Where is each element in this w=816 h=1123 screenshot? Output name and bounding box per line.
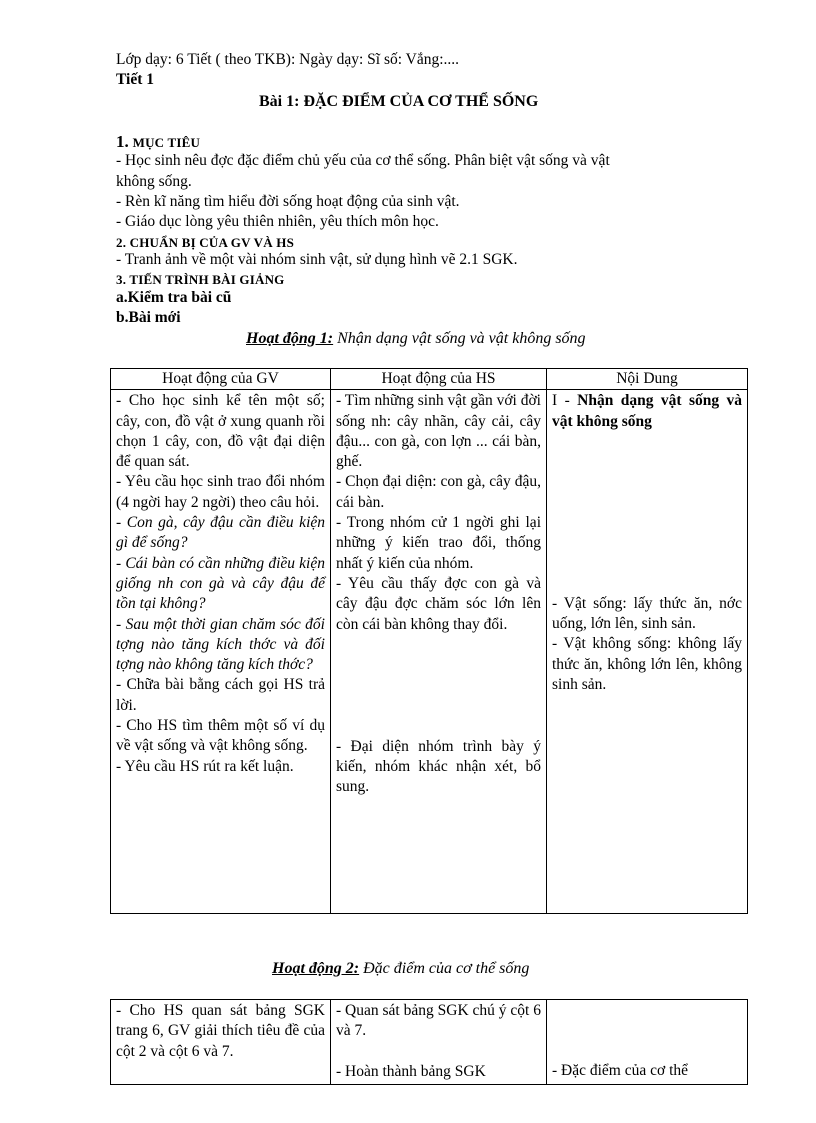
activity-1-header-row <box>111 369 748 390</box>
hs-item: - Yêu cầu thấy đợc con gà và cây đậu đợc chăm sóc lớn lên còn cái bàn không thay đổi. <box>336 574 541 633</box>
activity-2-content-cell <box>547 1000 748 1085</box>
objective-line-2: không sống. <box>116 173 192 190</box>
teacher-activities-cell <box>111 390 331 914</box>
content-heading <box>552 391 742 432</box>
content-cell <box>547 390 748 914</box>
objective-line-4: - Giáo dục lòng yêu thiên nhiên, yêu thích môn học. <box>116 213 439 230</box>
section-1-heading <box>116 132 200 153</box>
hs-item: - Tìm những sinh vật gần với đời sống nh: cây nhãn, cây cải, cây đậu... con gà, con lợn ... cái bàn, ghế. <box>336 392 541 471</box>
hs-item: - Chọn đại diện: con gà, cây đậu, cái bàn. <box>336 473 541 511</box>
content-item: - Đặc điểm của cơ thể <box>552 1062 689 1079</box>
period-label: Tiết 1 <box>116 71 155 88</box>
gv-item: - Chữa bài bằng cách gọi HS trả lời. <box>116 676 325 714</box>
activity-1-label: Hoạt động 1: <box>246 330 334 347</box>
activity-2-heading <box>272 959 529 979</box>
gv-item: - Cho HS quan sát bảng SGK trang 6, GV giải thích tiêu đề của cột 2 và cột 6 và 7. <box>116 1002 325 1060</box>
header-student: Hoạt động của HS <box>331 369 547 390</box>
activity-2-label: Hoạt động 2: <box>272 960 360 977</box>
gv-question: - Sau một thời gian chăm sóc đối tợng nào tăng kích thớc và đối tợng nào không tăng kích thớc? <box>116 615 325 674</box>
section-1-title: MỤC TIÊU <box>132 135 201 150</box>
activity-2-table <box>110 999 748 1085</box>
content-prefix: I - <box>552 392 578 410</box>
content-item: - Vật sống: lấy thức ăn, nớc uống, lớn lên, sinh sản. <box>552 594 742 633</box>
hs-item: - Quan sát bảng SGK chú ý cột 6 và 7. <box>336 1002 541 1040</box>
activity-1-body-row <box>111 390 748 914</box>
preparation-line: - Tranh ảnh về một vài nhóm sinh vật, sử dụng hình vẽ 2.1 SGK. <box>116 251 518 268</box>
section-1-number: 1. <box>116 132 129 151</box>
activity-2-student-cell <box>331 1000 547 1085</box>
spacer <box>552 1001 742 1061</box>
activity-1-title: Nhận dạng vật sống và vật không sống <box>333 330 586 347</box>
gv-item: - Cho học sinh kể tên một số; cây, con, đồ vật ở xung quanh rồi chọn 1 cây, con, đồ vật đại diện để quan sát. <box>116 392 325 471</box>
section-3b-heading: b.Bài mới <box>116 309 181 326</box>
header-teacher: Hoạt động của GV <box>111 369 331 390</box>
content-heading-text: Nhận dạng vật sống và vật không sống <box>552 392 742 430</box>
hs-item: - Trong nhóm cử 1 ngời ghi lại những ý kiến trao đổi, thống nhất ý kiến của nhóm. <box>336 514 541 572</box>
section-3a-heading: a.Kiểm tra bài cũ <box>116 289 232 306</box>
content-item: - Vật không sống: không lấy thức ăn, không lớn lên, không sinh sản. <box>552 635 742 694</box>
spacer <box>336 1042 541 1062</box>
class-info-line: Lớp dạy: 6 Tiết ( theo TKB): Ngày dạy: Sĩ số: Vắng:.... <box>116 51 460 68</box>
hs-item: - Đại diện nhóm trình bày ý kiến, nhóm khác nhận xét, bổ sung. <box>336 737 541 796</box>
activity-1-table <box>110 368 748 914</box>
lesson-title: Bài 1: ĐẶC ĐIỂM CỦA CƠ THỂ SỐNG <box>259 93 539 110</box>
gv-item: - Yêu cầu học sinh trao đổi nhóm (4 ngời hay 2 ngời) theo câu hỏi. <box>116 473 325 511</box>
hs-item: - Hoàn thành bảng SGK <box>336 1062 486 1080</box>
objective-line-1: - Học sinh nêu đợc đặc điểm chủ yếu của cơ thể sống. Phân biệt vật sống và vật <box>116 152 610 169</box>
activity-2-teacher-cell <box>111 1000 331 1085</box>
activity-2-row <box>111 1000 748 1085</box>
activity-1-heading <box>246 329 586 349</box>
section-2-title: 2. CHUẨN BỊ CỦA GV VÀ HS <box>116 235 295 250</box>
student-activities-cell <box>331 390 547 914</box>
section-3-title: 3. TIẾN TRÌNH BÀI GIẢNG <box>116 272 285 287</box>
objective-line-3: - Rèn kĩ năng tìm hiểu đời sống hoạt động của sinh vật. <box>116 193 460 210</box>
header-content: Nội Dung <box>547 369 748 390</box>
gv-question: - Cái bàn có cần những điều kiện giống nh con gà và cây đậu để tồn tại không? <box>116 554 325 613</box>
activity-2-title: Đặc điểm của cơ thể sống <box>359 960 530 977</box>
gv-item: - Yêu cầu HS rút ra kết luận. <box>116 757 294 775</box>
gv-question: - Con gà, cây đậu cần điều kiện gì để sống? <box>116 514 325 552</box>
spacer <box>336 635 541 737</box>
gv-item: - Cho HS tìm thêm một số ví dụ về vật sống và vật không sống. <box>116 717 325 755</box>
spacer <box>552 432 742 594</box>
